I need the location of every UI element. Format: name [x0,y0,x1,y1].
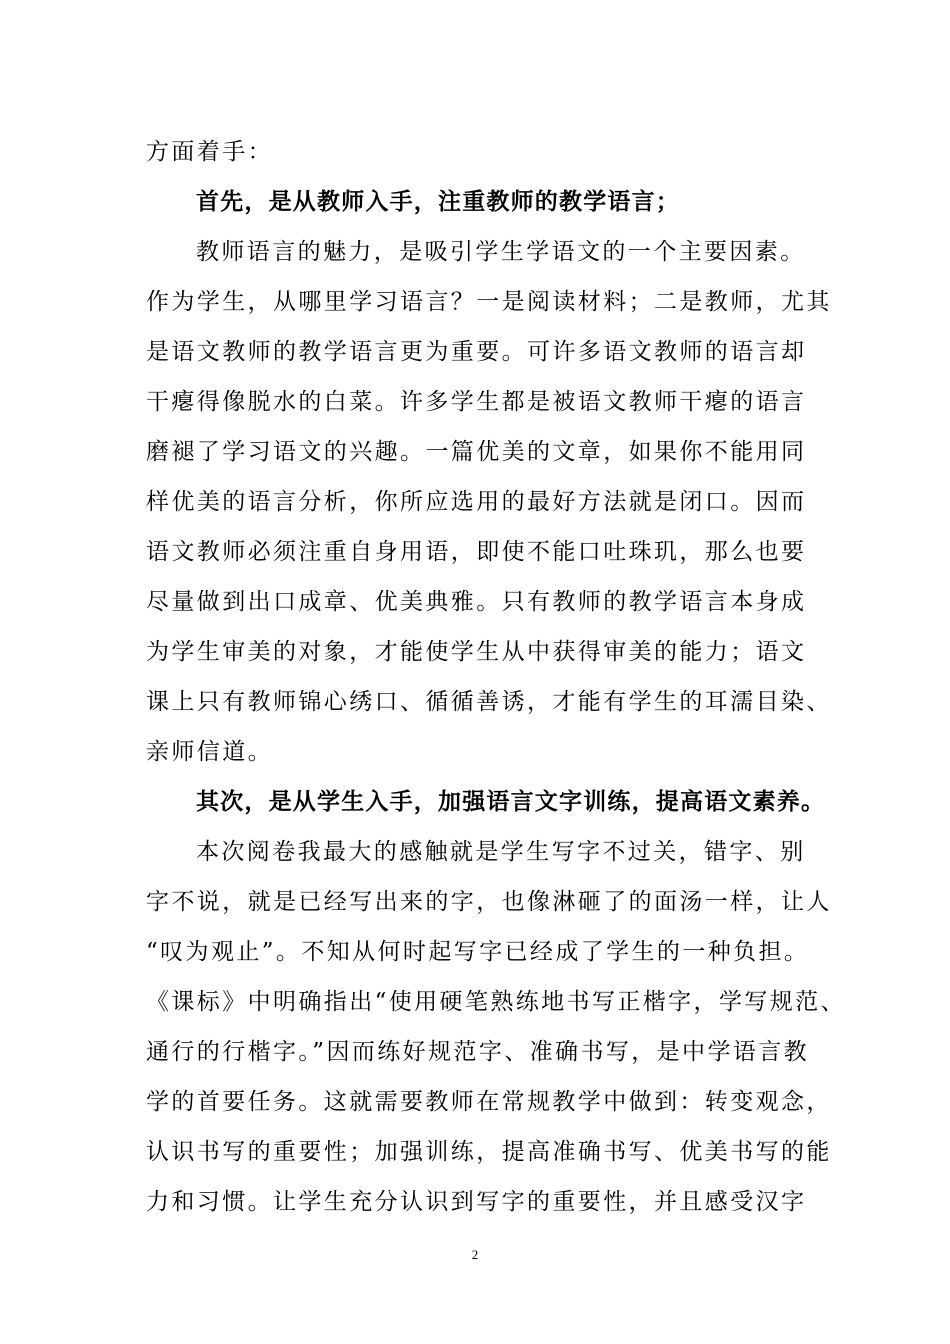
body-line: 通行的行楷字。”因而练好规范字、准确书写，是中学语言教 [146,1039,810,1065]
body-line: 力和习惯。让学生充分认识到写字的重要性，并且感受汉字 [146,1189,807,1215]
body-line: 样优美的语言分析，你所应选用的最好方法就是闭口。因而 [146,489,807,515]
body-line: 干瘪得像脱水的白菜。许多学生都是被语文教师干瘪的语言 [146,389,807,415]
body-line: 学的首要任务。这就需要教师在常规教学中做到：转变观念， [146,1089,832,1115]
body-line: 方面着手： [146,139,273,165]
body-line: 尽量做到出口成章、优美典雅。只有教师的教学语言本身成 [146,589,807,615]
body-line: “叹为观止”。不知从何时起写字已经成了学生的一种负担。 [146,939,810,965]
body-line: 《课标》中明确指出“使用硬笔熟练地书写正楷字，学写规范、 [146,989,846,1015]
page-number: 2 [471,1247,479,1262]
body-line: 教师语言的魅力，是吸引学生学语文的一个主要因素。 [196,239,806,265]
section-heading-second: 其次，是从学生入手，加强语言文字训练，提高语文素养。 [196,788,826,815]
body-line: 作为学生，从哪里学习语言？一是阅读材料；二是教师，尤其 [146,289,832,315]
body-line: 磨褪了学习语文的兴趣。一篇优美的文章，如果你不能用同 [146,439,807,465]
body-line: 字不说，就是已经写出来的字，也像淋砸了的面汤一样，让人 [146,889,832,915]
body-line: 本次阅卷我最大的感触就是学生写字不过关，错字、别 [196,839,806,865]
body-line: 为学生审美的对象，才能使学生从中获得审美的能力；语文 [146,639,807,665]
body-line: 课上只有教师锦心绣口、循循善诱，才能有学生的耳濡目染、 [146,689,832,715]
body-line: 亲师信道。 [146,739,273,765]
body-line: 是语文教师的教学语言更为重要。可许多语文教师的语言却 [146,339,807,365]
section-heading-first: 首先，是从教师入手，注重教师的教学语言； [196,188,680,215]
body-line: 认识书写的重要性；加强训练，提高准确书写、优美书写的能 [146,1139,832,1165]
body-line: 语文教师必须注重自身用语，即使不能口吐珠玑，那么也要 [146,539,807,565]
